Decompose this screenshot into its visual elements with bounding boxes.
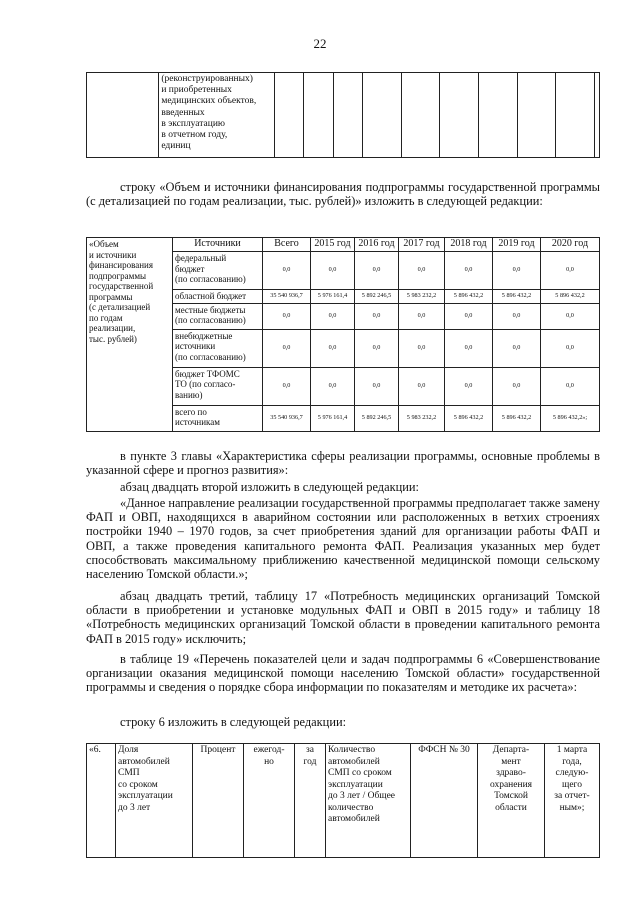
table-row: федеральный бюджет (по согласованию) 0,0 0,0 0,0 0,0 0,0 0,0 0,0 bbox=[87, 252, 600, 290]
paragraph: в таблице 19 «Перечень показателей цели и задач подпрограммы 6 «Совершенствование организации оказания медицинской помощи населению Томской области» государственной программы и сведения о порядке сбора информации по показателям и методике их расчета»: bbox=[86, 652, 600, 695]
header-cell: 2020 год bbox=[541, 238, 600, 252]
indicator-name: Доля автомобилей СМП со сроком эксплуатации до 3 лет bbox=[116, 744, 193, 858]
paragraph: строку «Объем и источники финансирования подпрограммы государственной программы (с детализацией по годам реализации, тыс. рублей)» изложить в следующей редакции: bbox=[86, 180, 600, 209]
table-row: внебюджетные источники (по согласованию) 0,0 0,0 0,0 0,0 0,0 0,0 0,0 bbox=[87, 329, 600, 367]
text-line: медицинских объектов, bbox=[161, 96, 257, 107]
table-row bbox=[87, 744, 600, 858]
text-line: и приобретенных bbox=[161, 85, 232, 96]
paragraph: абзац двадцать второй изложить в следующей редакции: bbox=[120, 480, 419, 494]
row-number: «6. bbox=[87, 744, 116, 858]
paragraph: «Данное направление реализации государственной программы предполагает также замену ФАП и ОВП, находящихся в аварийном состоянии или расположенных в ветхих строениях постройки 1940 – 1970 годов, за счет приобретения зданий для организации работы ФАП и ОВП, а также проведения капитального ремонта ФАП. Реализация указанных мер будет способствовать максимальному приближению качественной медицинской помощи сельскому населению Томской области.»; bbox=[86, 496, 600, 582]
table-row: местные бюджеты (по согласованию) 0,0 0,0 0,0 0,0 0,0 0,0 0,0 bbox=[87, 303, 600, 329]
header-cell: 2015 год bbox=[311, 238, 355, 252]
header-cell: 2017 год bbox=[399, 238, 445, 252]
department: Департа- мент здраво- охранения Томской области bbox=[478, 744, 545, 858]
paragraph: абзац двадцать третий, таблицу 17 «Потребность медицинских организаций Томской области в приобретении и установке модульных ФАП и ОВП в 2015 году» и таблицу 18 «Потребность медицинских организаций Томской области в проведении капитального ремонта ФАП в 2015 году» исключить; bbox=[86, 589, 600, 646]
header-cell: Источники bbox=[173, 238, 263, 252]
paragraph: в пункте 3 главы «Характеристика сферы реализации программы, основные проблемы в указанной сфере и прогноз развития»: bbox=[86, 449, 600, 478]
page-number: 22 bbox=[313, 36, 327, 51]
formula: Количество автомобилей СМП со сроком эксплуатации до 3 лет / Общее количество автомобилей bbox=[326, 744, 411, 858]
financing-table bbox=[86, 237, 600, 432]
text-line: в отчетном году, bbox=[161, 130, 228, 141]
unit: Процент bbox=[193, 744, 244, 858]
paragraph: строку 6 изложить в следующей редакции: bbox=[120, 715, 347, 729]
table-row: бюджет ТФОМС ТО (по согласо- ванию) 0,0 0,0 0,0 0,0 0,0 0,0 0,0 bbox=[87, 367, 600, 405]
text-line: единиц bbox=[161, 141, 191, 152]
table-row: всего по источникам 35 540 936,7 5 976 161,4 5 892 246,5 5 983 232,2 5 896 432,2 5 896 432,2 5 896 432,2»; bbox=[87, 405, 600, 431]
table-continuation bbox=[86, 72, 600, 158]
text-line: в эксплуатацию bbox=[161, 118, 226, 129]
header-cell: 2019 год bbox=[493, 238, 541, 252]
form: ФФСН № 30 bbox=[411, 744, 478, 858]
header-cell: Всего bbox=[263, 238, 311, 252]
periodicity: ежегод- но bbox=[244, 744, 295, 858]
indicator-table bbox=[86, 743, 600, 858]
financing-label-cell: «Объем и источники финансирования подпрограммы государственной программы (с детализацией по годам реализации, тыс. рублей) bbox=[87, 238, 173, 432]
time-frame: за год bbox=[295, 744, 326, 858]
header-cell: 2018 год bbox=[445, 238, 493, 252]
text-line: (реконструированных) bbox=[161, 74, 253, 84]
deadline: 1 марта года, следую- щего за отчет- ным»; bbox=[545, 744, 600, 858]
text-line: введенных bbox=[161, 107, 205, 118]
header-cell: 2016 год bbox=[355, 238, 399, 252]
indicator-name-cell bbox=[159, 73, 275, 158]
table-row: областной бюджет 35 540 936,7 5 976 161,4 5 892 246,5 5 983 232,2 5 896 432,2 5 896 432,2 5 896 432,2 bbox=[87, 290, 600, 304]
